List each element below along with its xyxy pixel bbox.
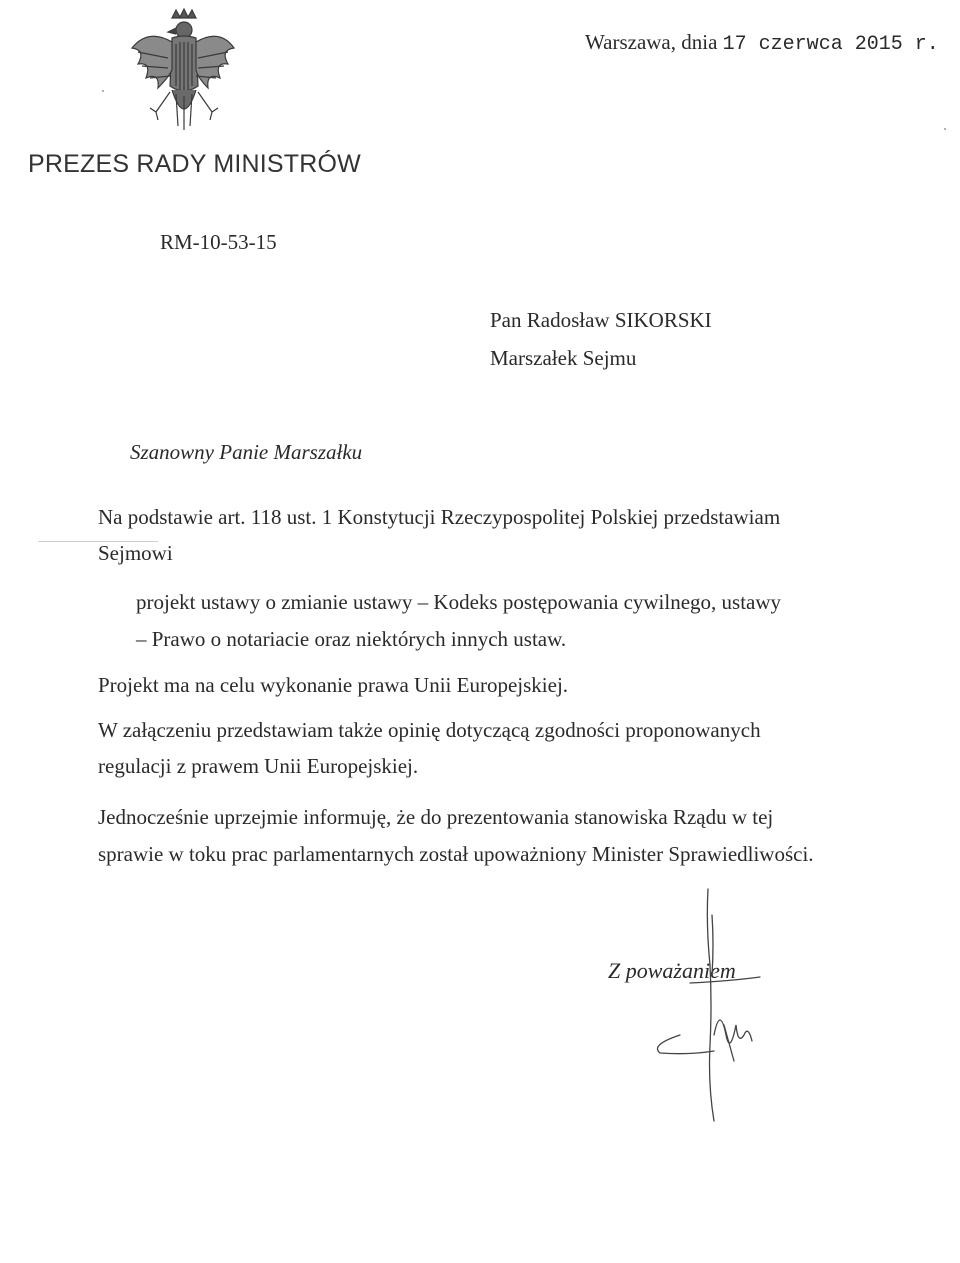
date-value: 17 czerwca 2015 r. <box>722 33 939 56</box>
date-prefix: Warszawa, dnia <box>585 30 718 54</box>
paragraph-4-line-2: regulacji z prawem Unii Europejskiej. <box>98 754 419 778</box>
paragraph-5-line-1: Jednocześnie uprzejmie informuję, że do prezentowania stanowiska Rządu w tej <box>98 805 774 829</box>
paragraph-3: Projekt ma na celu wykonanie prawa Unii Europejskiej. <box>98 673 569 697</box>
paragraph-1-line-1: Na podstawie art. 118 ust. 1 Konstytucji Rzeczypospolitej Polskiej przedstawiam <box>98 505 781 529</box>
recipient-name: Pan Radosław SIKORSKI <box>490 308 712 332</box>
office-heading: PREZES RADY MINISTRÓW <box>28 150 361 178</box>
paragraph-2-line-1: projekt ustawy o zmianie ustawy – Kodeks postępowania cywilnego, ustawy <box>136 590 782 614</box>
reference-number: RM-10-53-15 <box>160 230 277 254</box>
paragraph-1-line-2: Sejmowi <box>98 541 173 565</box>
paragraph-5-line-2: sprawie w toku prac parlamentarnych został upoważniony Minister Sprawiedliwości. <box>98 842 814 866</box>
recipient-title: Marszałek Sejmu <box>490 346 637 370</box>
scan-speck <box>944 128 946 130</box>
salutation: Szanowny Panie Marszałku <box>130 440 363 464</box>
polish-eagle-emblem-icon <box>128 8 236 134</box>
paragraph-4-line-1: W załączeniu przedstawiam także opinię dotyczącą zgodności proponowanych <box>98 718 761 742</box>
document-date <box>585 30 939 56</box>
paragraph-2-line-2: – Prawo o notariacie oraz niektórych innych ustaw. <box>136 627 567 651</box>
handwritten-signature <box>640 885 780 1125</box>
closing-regards: Z poważaniem <box>608 958 736 983</box>
scan-speck <box>102 90 104 92</box>
